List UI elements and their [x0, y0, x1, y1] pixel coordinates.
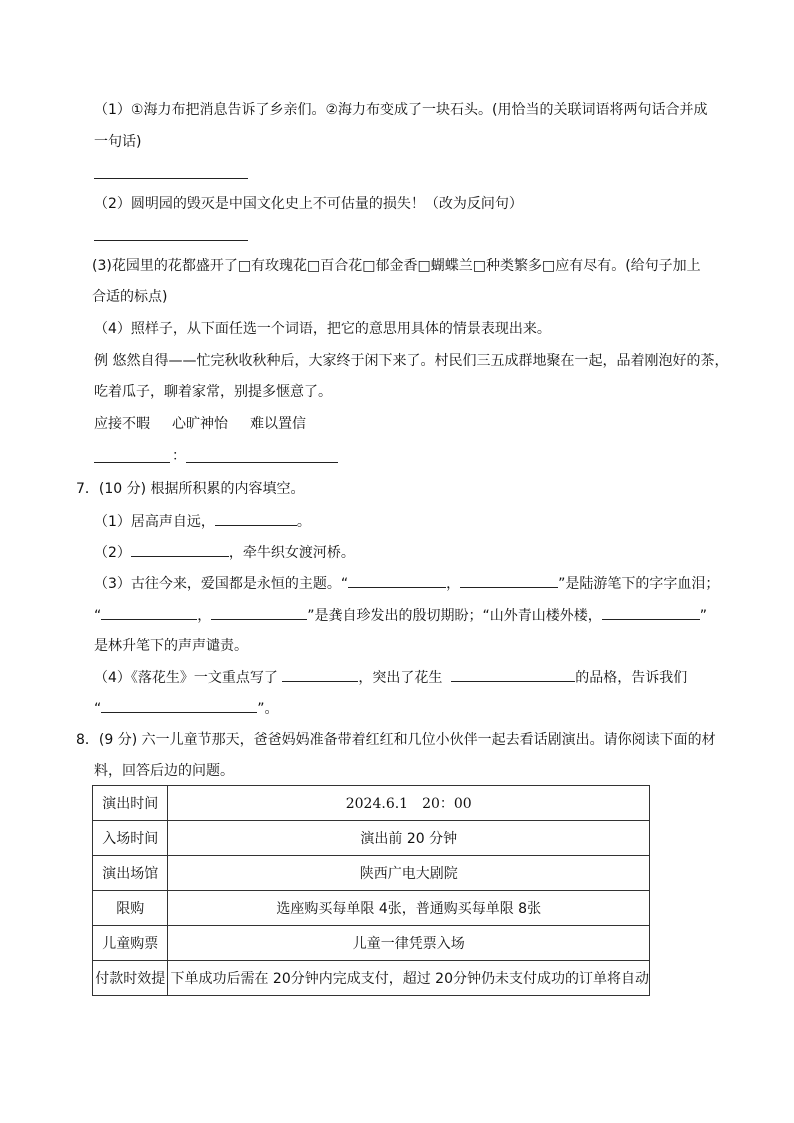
table-key: 限购: [93, 891, 168, 926]
table-row: [93, 786, 650, 821]
table-value: 2024.6.1 20：00: [168, 786, 650, 821]
q7-part4b-prefix: “: [94, 701, 102, 717]
q7-part3-line2: [94, 605, 707, 626]
q7-part3-prefix: （3）古往今来，爱国都是永恒的主题。“: [94, 576, 349, 592]
q7-part3-blank-2[interactable]: [460, 573, 558, 588]
q6-part1-answer-line[interactable]: [94, 178, 248, 179]
q7-part1-suffix: 。: [296, 514, 311, 530]
q7-part3b-blank-3[interactable]: [602, 605, 700, 620]
q6-colon: ：: [172, 448, 186, 464]
q7-part4-blank-1[interactable]: [282, 667, 358, 682]
q7-part4-line2: [94, 698, 279, 719]
q7-part4-suffix: 的品格，告诉我们: [575, 670, 688, 686]
q6-word-3: 难以置信: [250, 416, 306, 432]
q7-part3b-prefix: “: [94, 608, 102, 624]
q7-part3-line3: 是林升笔下的声声谴责。: [94, 638, 248, 654]
q6-part3-line2: 合适的标点): [92, 289, 168, 305]
table-key: 付款时效提: [93, 961, 168, 996]
q7-part4-prefix: （4）《落花生》一文重点写了: [94, 670, 278, 686]
q7-part2-blank[interactable]: [131, 542, 229, 557]
table-row: [93, 856, 650, 891]
q7-part4b-blank[interactable]: [101, 698, 257, 713]
q7-part3-blank-1[interactable]: [348, 573, 446, 588]
q6-description-answer-line[interactable]: [186, 462, 338, 463]
q6-part2: （2）圆明园的毁灭是中国文化史上不可估量的损失！（改为反问句）: [94, 196, 523, 212]
table-value: 儿童一律凭票入场: [168, 926, 650, 961]
table-value: 下单成功后需在 20分钟内完成支付，超过 20分钟仍未支付成功的订单将自动: [168, 961, 650, 996]
q7-part2-prefix: （2）: [94, 545, 131, 561]
q7-part3b-middle: ”是龚自珍发出的殷切期盼；“山外青山楼外楼，: [307, 608, 602, 624]
table-key: 入场时间: [93, 821, 168, 856]
q7-part2-suffix: ，牵牛织女渡河桥。: [228, 545, 355, 561]
q7-part3-suffix: ”是陆游笔下的字字血泪；: [558, 576, 720, 592]
q7-part4-blank-2[interactable]: [451, 667, 575, 682]
q7-part4b-suffix: ”。: [257, 701, 279, 717]
q6-part1-line2: 一句话): [94, 134, 142, 150]
table-row: [93, 926, 650, 961]
q6-example-line2: 吃着瓜子，聊着家常，别提多惬意了。: [94, 384, 332, 400]
table-key: 演出时间: [93, 786, 168, 821]
q7-part1-prefix: （1）居高声自远，: [94, 514, 215, 530]
table-row: [93, 961, 650, 996]
q6-word-1: 应接不暇: [94, 416, 150, 432]
q7-title: 7．(10 分) 根据所积累的内容填空。: [76, 481, 305, 497]
q6-example-line1: 例 悠然自得——忙完秋收秋种后，大家终于闲下来了。村民们三五成群地聚在一起，品着刚泡好的茶，: [94, 353, 729, 369]
table-key: 演出场馆: [93, 856, 168, 891]
q7-part3b-comma: ，: [197, 608, 212, 624]
q7-part3b-blank-1[interactable]: [101, 605, 197, 620]
performance-info-table: [92, 785, 650, 996]
q6-word-answer-line[interactable]: [94, 462, 170, 463]
table-key: 儿童购票: [93, 926, 168, 961]
q6-part2-answer-line[interactable]: [94, 240, 248, 241]
table-value: 选座购买每单限 4张，普通购买每单限 8张: [168, 891, 650, 926]
table-value: 演出前 20 分钟: [168, 821, 650, 856]
q6-part1-line1: （1）①海力布把消息告诉了乡亲们。②海力布变成了一块石头。(用恰当的关联词语将两句话合并成: [94, 102, 708, 118]
q6-part4: （4）照样子，从下面任选一个词语，把它的意思用具体的情景表现出来。: [94, 321, 551, 337]
q7-part4-line1: [94, 667, 687, 688]
q7-part2: [94, 542, 355, 563]
q7-part3-line1: [94, 573, 719, 594]
q8-title-line1: 8．(9 分) 六一儿童节那天，爸爸妈妈准备带着红红和几位小伙伴一起去看话剧演出。请你阅读下面的材: [76, 732, 716, 748]
table-value: 陕西广电大剧院: [168, 856, 650, 891]
q6-word-2: 心旷神怡: [172, 416, 228, 432]
q6-part3-line1: (3)花园里的花都盛开了□有玫瑰花□百合花□郁金香□蝴蝶兰□种类繁多□应有尽有。(给句子加上: [92, 258, 701, 274]
table-row: [93, 891, 650, 926]
q7-part1: [94, 511, 311, 532]
table-row: [93, 821, 650, 856]
q8-title-line2: 料，回答后边的问题。: [94, 763, 234, 779]
q7-part4-middle: ，突出了花生: [358, 670, 443, 686]
q7-part3b-suffix: ”: [699, 608, 708, 624]
q7-part3b-blank-2[interactable]: [211, 605, 307, 620]
q7-part1-blank[interactable]: [215, 511, 297, 526]
q7-part3-comma: ，: [446, 576, 461, 592]
